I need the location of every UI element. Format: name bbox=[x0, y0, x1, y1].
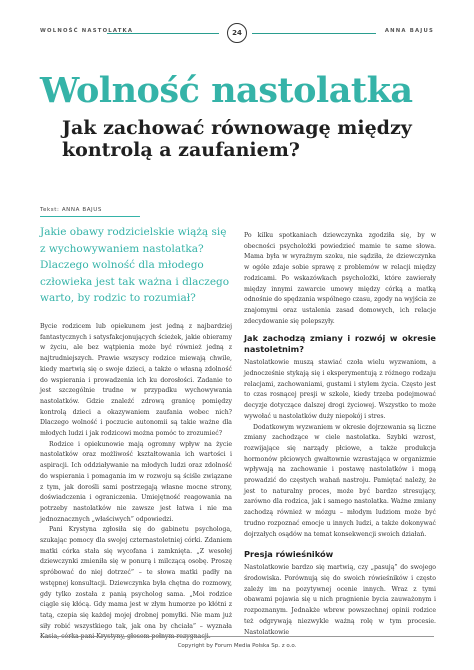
body-paragraph: Po kilku spotkaniach dziewczynka zgodziła się, by w obecności psycholożki powiedzieć mamie te same słowa. Mama była w wyraźnym szoku, nie sądziła, że dziewczynka w ogóle zdaje sobie sprawę z problemów w relacji między rodzicami. Po wskazówkach psycholożki, które zawierały między innymi zawarcie umowy między córką a matką odnośnie do spędzania wspólnego czasu, zgody na wyjścia ze znajomymi oraz ustalenia zasad domowych, ich relacje zdecydowanie się polepszyły. bbox=[244, 232, 437, 325]
header-rule-right bbox=[252, 33, 376, 34]
body-paragraph: Nastolatkowie bardzo się martwią, czy „pasują” do swojego środowiska. Porównują się do swoich rówieśników i często zależy im na pozytywnej ocenie innych. Wraz z tymi obawami pojawia się u nich pragnienie bycia zauważonym i rozpoznanym. Jednakże wbrew powszechnej opinii rodzice też odgrywają niezwykle ważną rolę w tym procesie. Nastolatkowie bbox=[244, 564, 436, 636]
page-header bbox=[0, 0, 474, 50]
copyright-footer: Copyright by Forum Media Polska Sp. z o.o. bbox=[177, 643, 297, 649]
body-paragraph: Bycie rodzicem lub opiekunem jest jedną z najbardziej fantastycznych i satysfakcjonujących ścieżek, jakie obieramy w życiu, ale bez wątpienia może być również jedną z najtrudniejszych. Prawie wszyscy rodzice miewają chwile, kiedy martwią się o swoje dzieci, a także o własną zdolność do wspierania i prowadzenia ich ku dorosłości. Zadanie to jest szczególnie trudne w przypadku wychowywania nastolatków. Gdzie znaleźć zdrową granicę pomiędzy kontrolą dzieci a okazywaniem zaufania wobec nich? Dlaczego wolność i poczucie autonomii są takie ważne dla młodych ludzi i jak rodzicowi można pomóc to zrozumieć? bbox=[40, 323, 232, 438]
footer-rule bbox=[40, 636, 434, 637]
section-heading: Jak zachodzą zmiany i rozwój w okresie nastoletnim? bbox=[244, 333, 436, 355]
header-rule-left bbox=[107, 33, 219, 34]
author-rule bbox=[40, 216, 140, 217]
article-title: Wolność nastolatka bbox=[40, 70, 413, 111]
body-paragraph: Rodzice i opiekunowie mają ogromny wpływ na życie nastolatków oraz możliwość kształtowania ich wartości i aspiracji. Ich oddziaływanie na młodych ludzi oraz zdolność do wspierania i pomagania im w rozwoju są ściśle związane z tym, jak dorośli sami postrzegają własne mocne strony, doświadczenia i ograniczenia. Umiejętność reagowania na potrzeby nastolatków nie zawsze jest łatwa i nie ma jednoznacznych „właściwych” odpowiedzi. bbox=[40, 440, 232, 523]
left-column bbox=[40, 322, 232, 643]
body-paragraph: Nastolatkowie muszą stawiać czoła wielu wyzwaniom, a jednocześnie stykają się i eksperymentują z różnego rodzaju relacjami, zachowaniami, gustami i stylem życia. Często jest to czas rosnącej presji w szkole, kiedy trzeba podejmować decyzje dotyczące dalszej drogi życiowej. Wszystko to może wywołać u nastolatków duży niepokój i stres. bbox=[244, 359, 436, 420]
author-credit: Tekst: ANNA BAJUS bbox=[40, 207, 102, 213]
body-paragraph: Dodatkowym wyzwaniem w okresie dojrzewania są liczne zmiany zachodzące w ciele nastolatka. Szybki wzrost, rozwijające się narządy płciowe, a także produkcja hormonów płciowych gwałtownie wzrastająca w organizmie wpływają na zachowanie i postawę nastolatków i mogą prowadzić do częstych wahań nastroju. Pamiętać należy, że jest to naturalny proces, może być bardzo stresujący, zarówno dla rodzica, jak i samego nastolatka. Ważne zmiany zachodzą również w mózgu – młodym ludziom może być trudno rozpoznać emocje u innych ludzi, a także dokonywać dojrzałych osądów na temat konsekwencji swoich działań. bbox=[244, 423, 436, 538]
body-paragraph: Pani Krystyna zgłosiła się do gabinetu psychologa, szukając pomocy dla swojej czternastoletniej córki. Zdaniem matki córka stała się wycofana i zamknięta. „Z wesołej dziewczynki zmieniła się w ponurą i milczącą osobę. Proszę spróbować do niej dotrzeć” – te słowa matki padły na wstępnej konsultacji. Dziewczynka była chętna do rozmowy, gdy tylko została z panią psycholog sama. „Moi rodzice ciągle się kłócą. Gdy mama jest w złym humorze po kłótni z tatą, czepia się każdej mojej drobnej pomyłki. Nie mam już siły robić wszystkiego tak, jak ona by chciała” – wyznała Kasia, córka pani Krystyny, głosem pełnym rezygnacji. bbox=[40, 526, 232, 641]
lead-paragraph: Jakie obawy rodzicielskie wiążą się z wychowywaniem nastolatka? Dlaczego wolność dla młodego człowieka jest tak ważna i dlaczego warto, by rodzic to rozumiał? bbox=[40, 226, 230, 305]
running-header-left: WOLNOŚĆ NASTOLATKA bbox=[40, 28, 134, 34]
section-heading: Presja rówieśników bbox=[244, 549, 334, 560]
running-header-right: ANNA BAJUS bbox=[384, 28, 434, 34]
page-number: 24 bbox=[227, 23, 247, 43]
right-column bbox=[244, 231, 436, 638]
article-subtitle: Jak zachować równowagę między kontrolą a zaufaniem? bbox=[62, 117, 412, 161]
